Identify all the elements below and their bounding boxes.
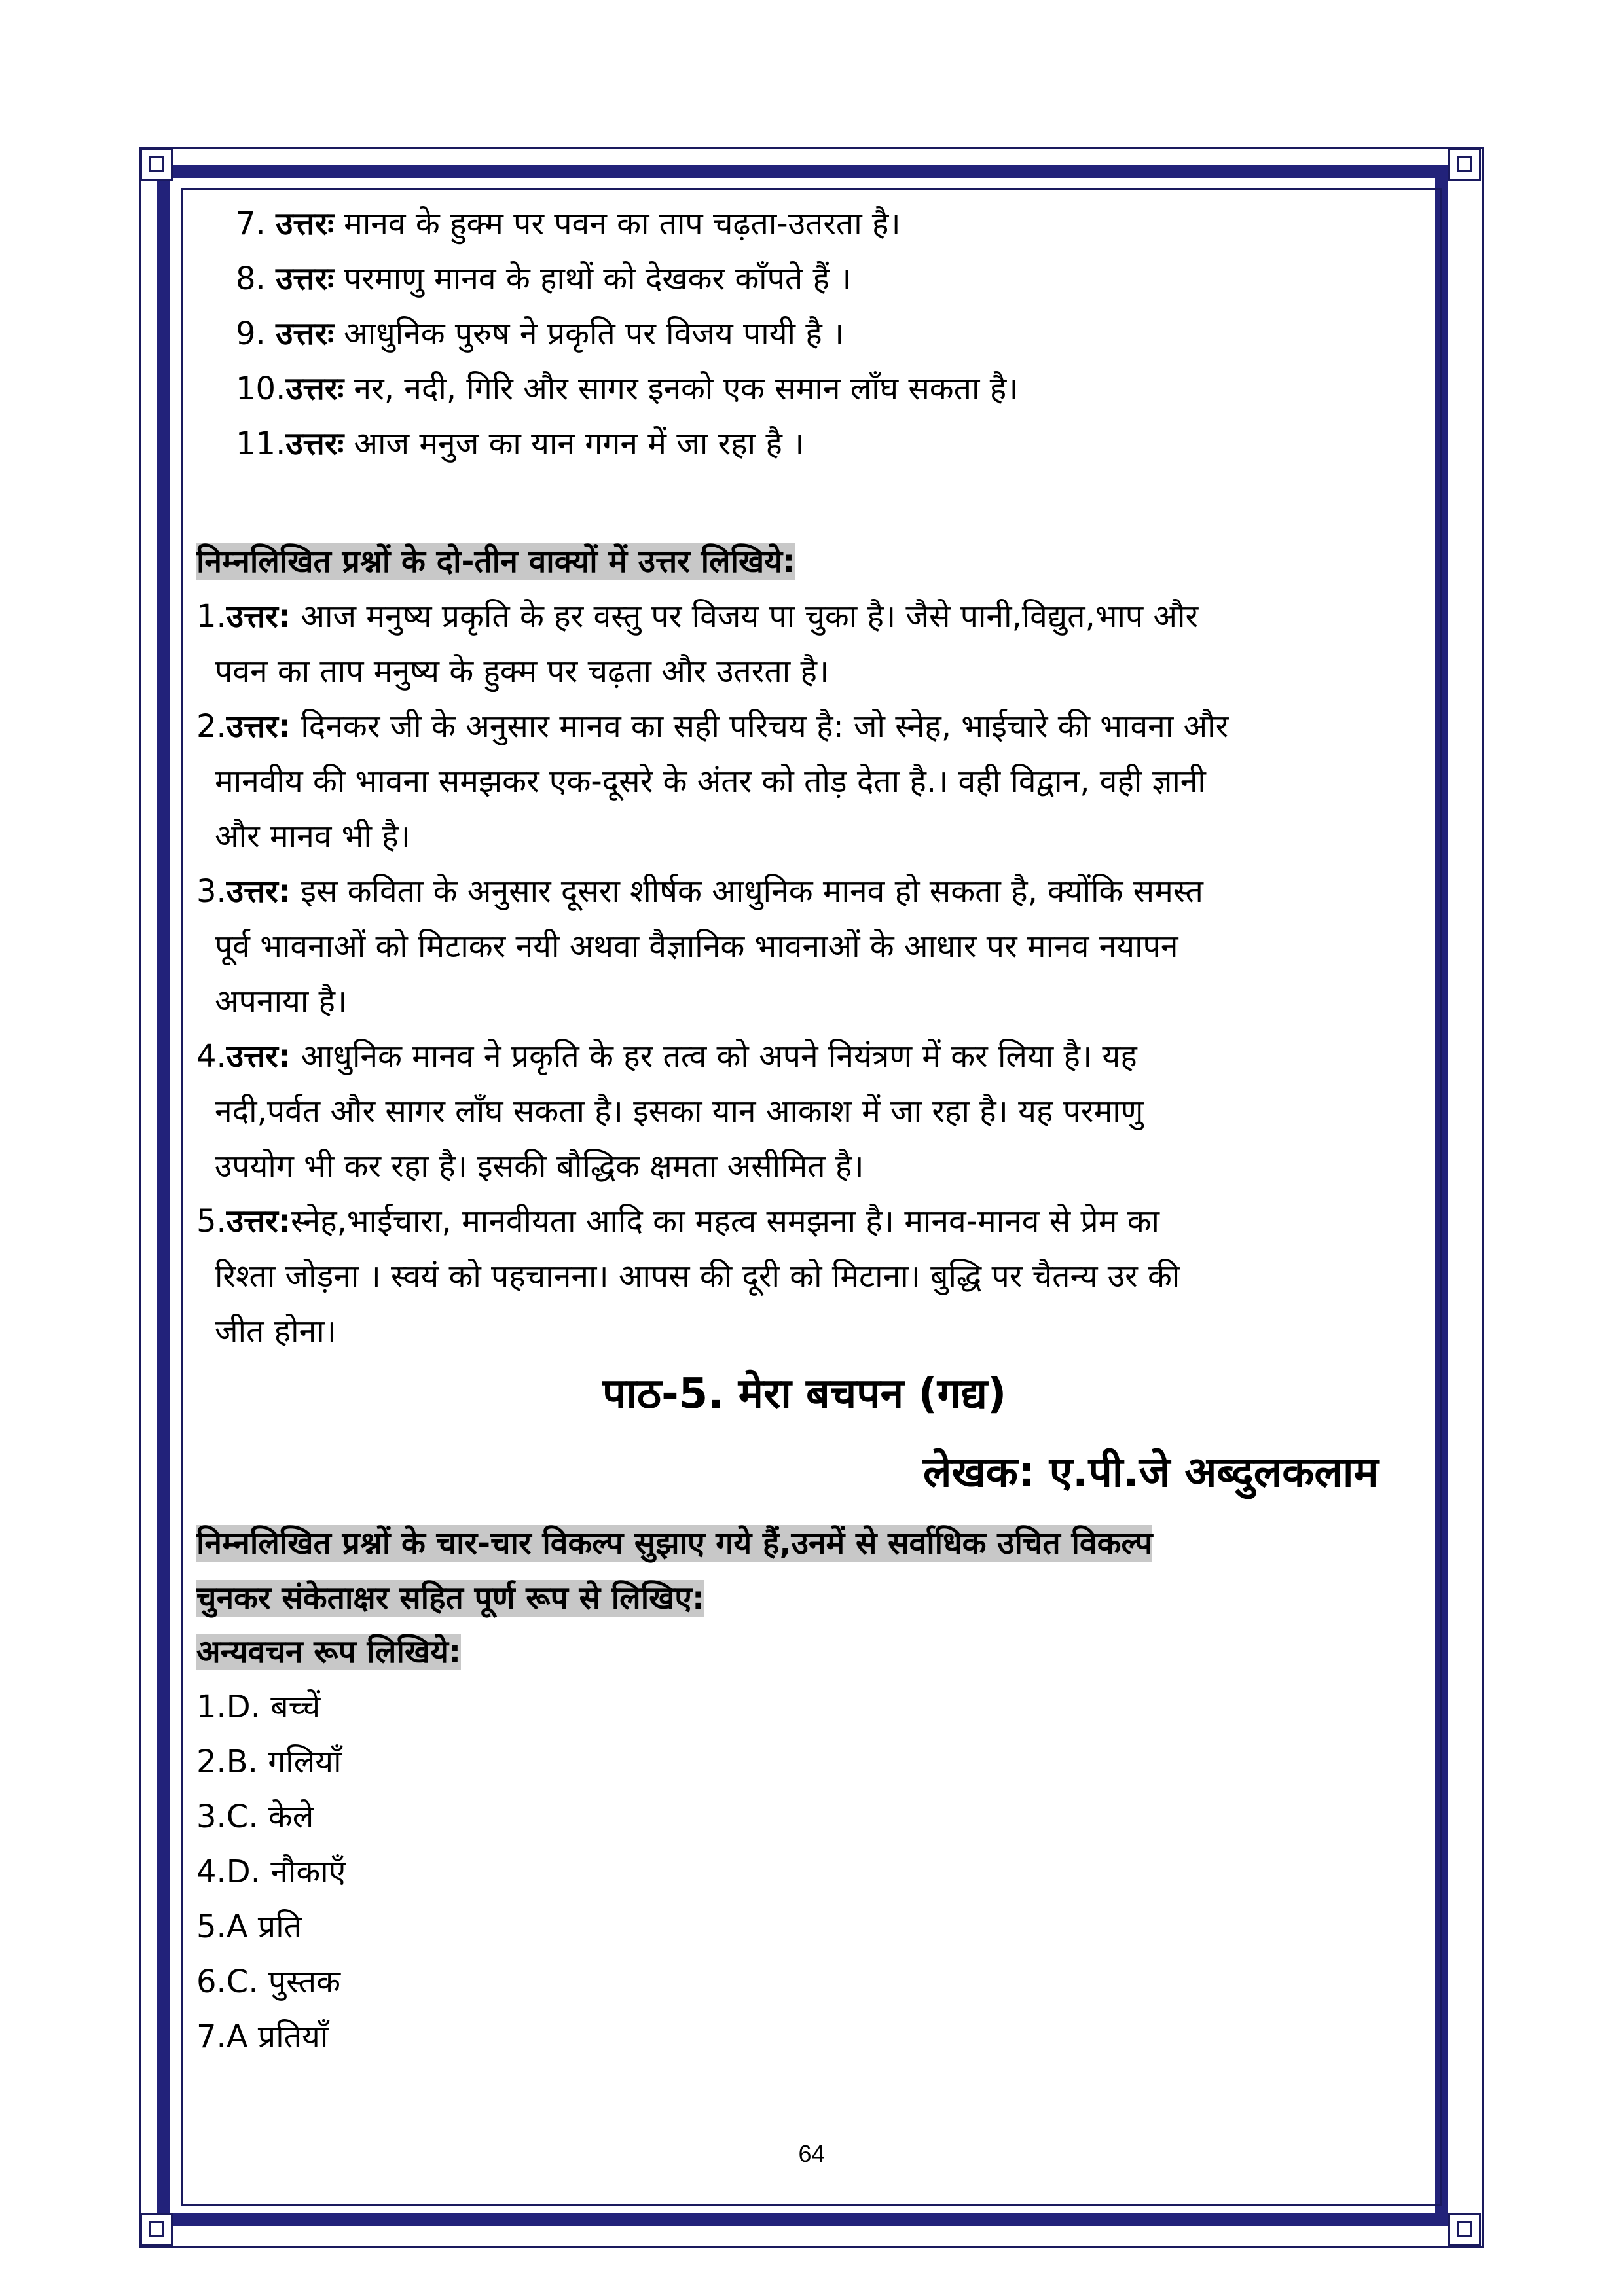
chapter-title: पाठ-5. मेरा बचपन (गद्य) [602,1370,1007,1418]
section2-heading: निम्नलिखित प्रश्नों के दो-तीन वाक्यों में उत्तर लिखिये: [196,543,795,580]
long-answer-3-cont: पूर्व भावनाओं को मिटाकर नयी अथवा वैज्ञानिक भावनाओं के आधार पर मानव नयापन [215,928,1178,965]
corner-ornament-top-right [1448,148,1481,181]
option-answer: 7.A प्रतियाँ [196,2018,329,2055]
long-answer-5-cont: जीत होना। [215,1313,337,1350]
corner-ornament-bottom-left [140,2213,173,2246]
long-answer-4-cont: नदी,पर्वत और सागर लाँघ सकता है। इसका यान आकाश में जा रहा है। यह परमाणु [215,1093,1144,1130]
chapter-author: लेखक: ए.पी.जे अब्दुलकलाम [923,1448,1379,1497]
page-number: 64 [798,2140,825,2167]
long-answer-1-cont: पवन का ताप मनुष्य के हुक्म पर चढ़ता और उतरता है। [215,653,830,690]
long-answer-4-cont: उपयोग भी कर रहा है। इसकी बौद्धिक क्षमता असीमित है। [215,1148,864,1185]
section3-subheading: अन्यवचन रूप लिखिये: [196,1634,462,1670]
long-answer-2-cont: और मानव भी है। [215,818,410,855]
answer-7: 7. उत्तरः मानव के हुक्म पर पवन का ताप चढ़ता-उतरता है। [236,206,901,242]
option-answer: 4.D. नौकाएँ [196,1854,346,1890]
option-answer: 5.A प्रति [196,1909,302,1945]
answer-9: 9. उत्तरः आधुनिक पुरुष ने प्रकृति पर विजय पायी है । [236,315,845,352]
long-answer-3: 3.उत्तर: इस कविता के अनुसार दूसरा शीर्षक आधुनिक मानव हो सकता है, क्योंकि समस्त [196,873,1203,910]
section3-heading: निम्नलिखित प्रश्नों के चार-चार विकल्प सुझाए गये हैं,उनमें से सर्वाधिक उचित विकल्प [196,1525,1153,1562]
long-answer-5-cont: रिश्ता जोड़ना । स्वयं को पहचानना। आपस की दूरी को मिटाना। बुद्धि पर चैतन्य उर की [215,1258,1180,1295]
long-answer-2: 2.उत्तर: दिनकर जी के अनुसार मानव का सही परिचय है: जो स्नेह, भाईचारे की भावना और [196,708,1229,745]
long-answer-5: 5.उत्तर:स्नेह,भाईचारा, मानवीयता आदि का महत्व समझना है। मानव-मानव से प्रेम का [196,1203,1159,1240]
section3-heading-cont: चुनकर संकेताक्षर सहित पूर्ण रूप से लिखिए: [196,1580,705,1617]
long-answer-3-cont: अपनाया है। [215,983,348,1020]
long-answer-2-cont: मानवीय की भावना समझकर एक-दूसरे के अंतर को तोड़ देता है.। वही विद्वान, वही ज्ञानी [215,763,1206,800]
page-border-inner [181,188,1442,2206]
long-answer-4: 4.उत्तर: आधुनिक मानव ने प्रकृति के हर तत्व को अपने नियंत्रण में कर लिया है। यह [196,1038,1137,1075]
corner-ornament-bottom-right [1448,2213,1481,2246]
option-answer: 6.C. पुस्तक [196,1964,340,2000]
option-answer: 2.B. गलियाँ [196,1744,342,1780]
option-answer: 1.D. बच्चें [196,1689,321,1725]
corner-ornament-top-left [140,148,173,181]
answer-11: 11.उत्तरः आज मनुज का यान गगन में जा रहा है । [236,425,805,462]
option-answer: 3.C. केले [196,1799,314,1835]
answer-8: 8. उत्तरः परमाणु मानव के हाथों को देखकर काँपते हैं । [236,260,852,297]
answer-10: 10.उत्तरः नर, नदी, गिरि और सागर इनको एक समान लाँघ सकता है। [236,370,1019,407]
long-answer-1: 1.उत्तर: आज मनुष्य प्रकृति के हर वस्तु पर विजय पा चुका है। जैसे पानी,विद्युत,भाप और [196,598,1199,635]
